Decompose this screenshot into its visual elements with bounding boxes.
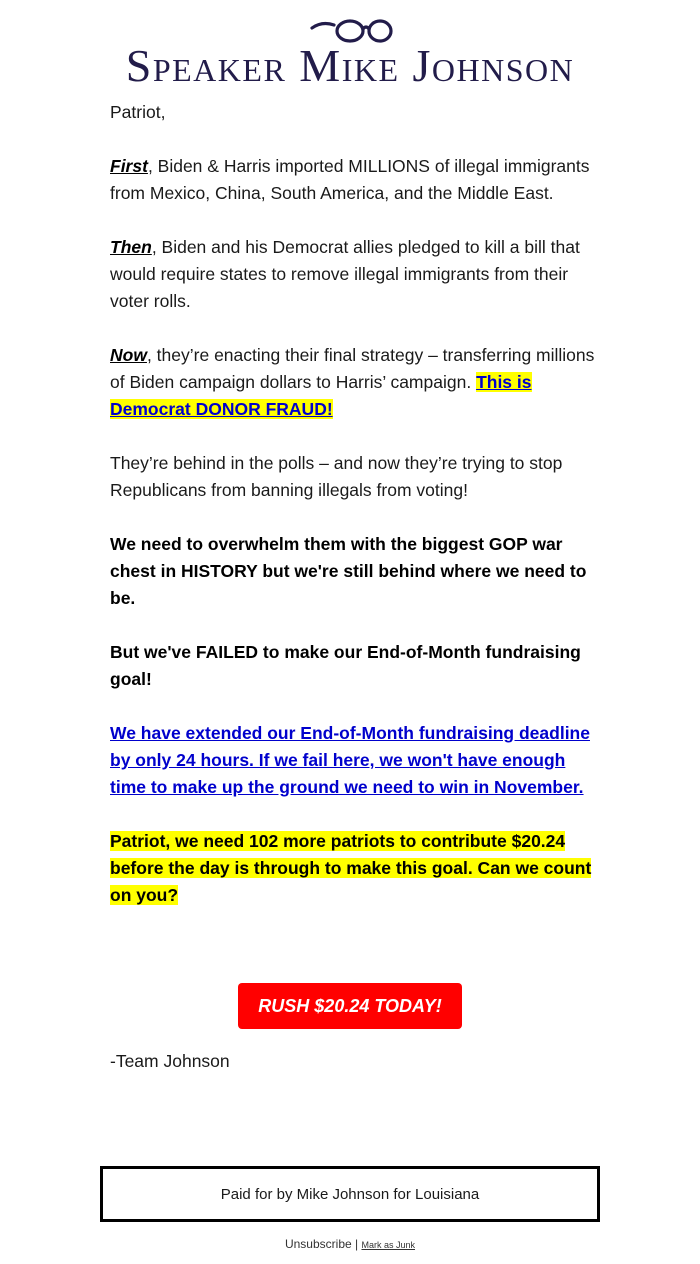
lead-then: Then bbox=[110, 237, 152, 257]
logo-text: Speaker Mike Johnson bbox=[125, 40, 575, 91]
paragraph-then-text: , Biden and his Democrat allies pledged to kill a bill that would require states to remove illegal immigrants from their voter rolls. bbox=[110, 237, 580, 311]
greeting: Patriot, bbox=[110, 102, 166, 122]
lead-first: First bbox=[110, 156, 148, 176]
glasses-icon bbox=[312, 21, 391, 41]
paid-for-box bbox=[100, 1166, 600, 1222]
lead-now: Now bbox=[110, 345, 147, 365]
paragraph-extended bbox=[110, 720, 595, 801]
mark-as-junk-link[interactable]: Mark as Junk bbox=[361, 1240, 416, 1250]
paragraph-ask bbox=[110, 828, 595, 909]
footer-separator: | bbox=[355, 1237, 359, 1251]
paid-for-text: Paid for by Mike Johnson for Louisiana bbox=[220, 1185, 480, 1203]
cta-container bbox=[238, 983, 462, 1029]
extended-deadline-link[interactable]: We have extended our End-of-Month fundraising deadline by only 24 hours. If we fail here, we won't have enough time to make up the ground we need to win in November. bbox=[110, 723, 590, 797]
paragraph-war-chest: We need to overwhelm them with the biggest GOP war chest in HISTORY but we're still behind where we need to be. bbox=[110, 534, 587, 608]
paragraph-then bbox=[110, 234, 595, 315]
paragraph-failed: But we've FAILED to make our End-of-Month fundraising goal! bbox=[110, 642, 581, 689]
header-logo bbox=[0, 8, 700, 92]
paragraph-now-text: , they’re enacting their final strategy – transferring millions of Biden campaign dollars to Harris’ campaign. bbox=[110, 345, 595, 392]
paragraph-now bbox=[110, 342, 595, 423]
email-body bbox=[110, 99, 595, 936]
unsubscribe-link[interactable]: Unsubscribe bbox=[284, 1237, 352, 1251]
signoff: -Team Johnson bbox=[110, 1051, 230, 1071]
paragraph-first bbox=[110, 153, 595, 207]
rush-donate-button[interactable]: RUSH $20.24 TODAY! bbox=[238, 983, 462, 1029]
donor-fraud-link[interactable]: This is Democrat DONOR FRAUD! bbox=[110, 372, 532, 419]
logo-graphic bbox=[0, 8, 700, 92]
footer-links bbox=[0, 1237, 700, 1251]
ask-highlight-text: Patriot, we need 102 more patriots to contribute $20.24 before the day is through to make this goal. Can we count on you? bbox=[110, 831, 592, 905]
paragraph-first-text: , Biden & Harris imported MILLIONS of illegal immigrants from Mexico, China, South America, and the Middle East. bbox=[110, 156, 590, 203]
paragraph-polls: They’re behind in the polls – and now they’re trying to stop Republicans from banning illegals from voting! bbox=[110, 453, 563, 500]
